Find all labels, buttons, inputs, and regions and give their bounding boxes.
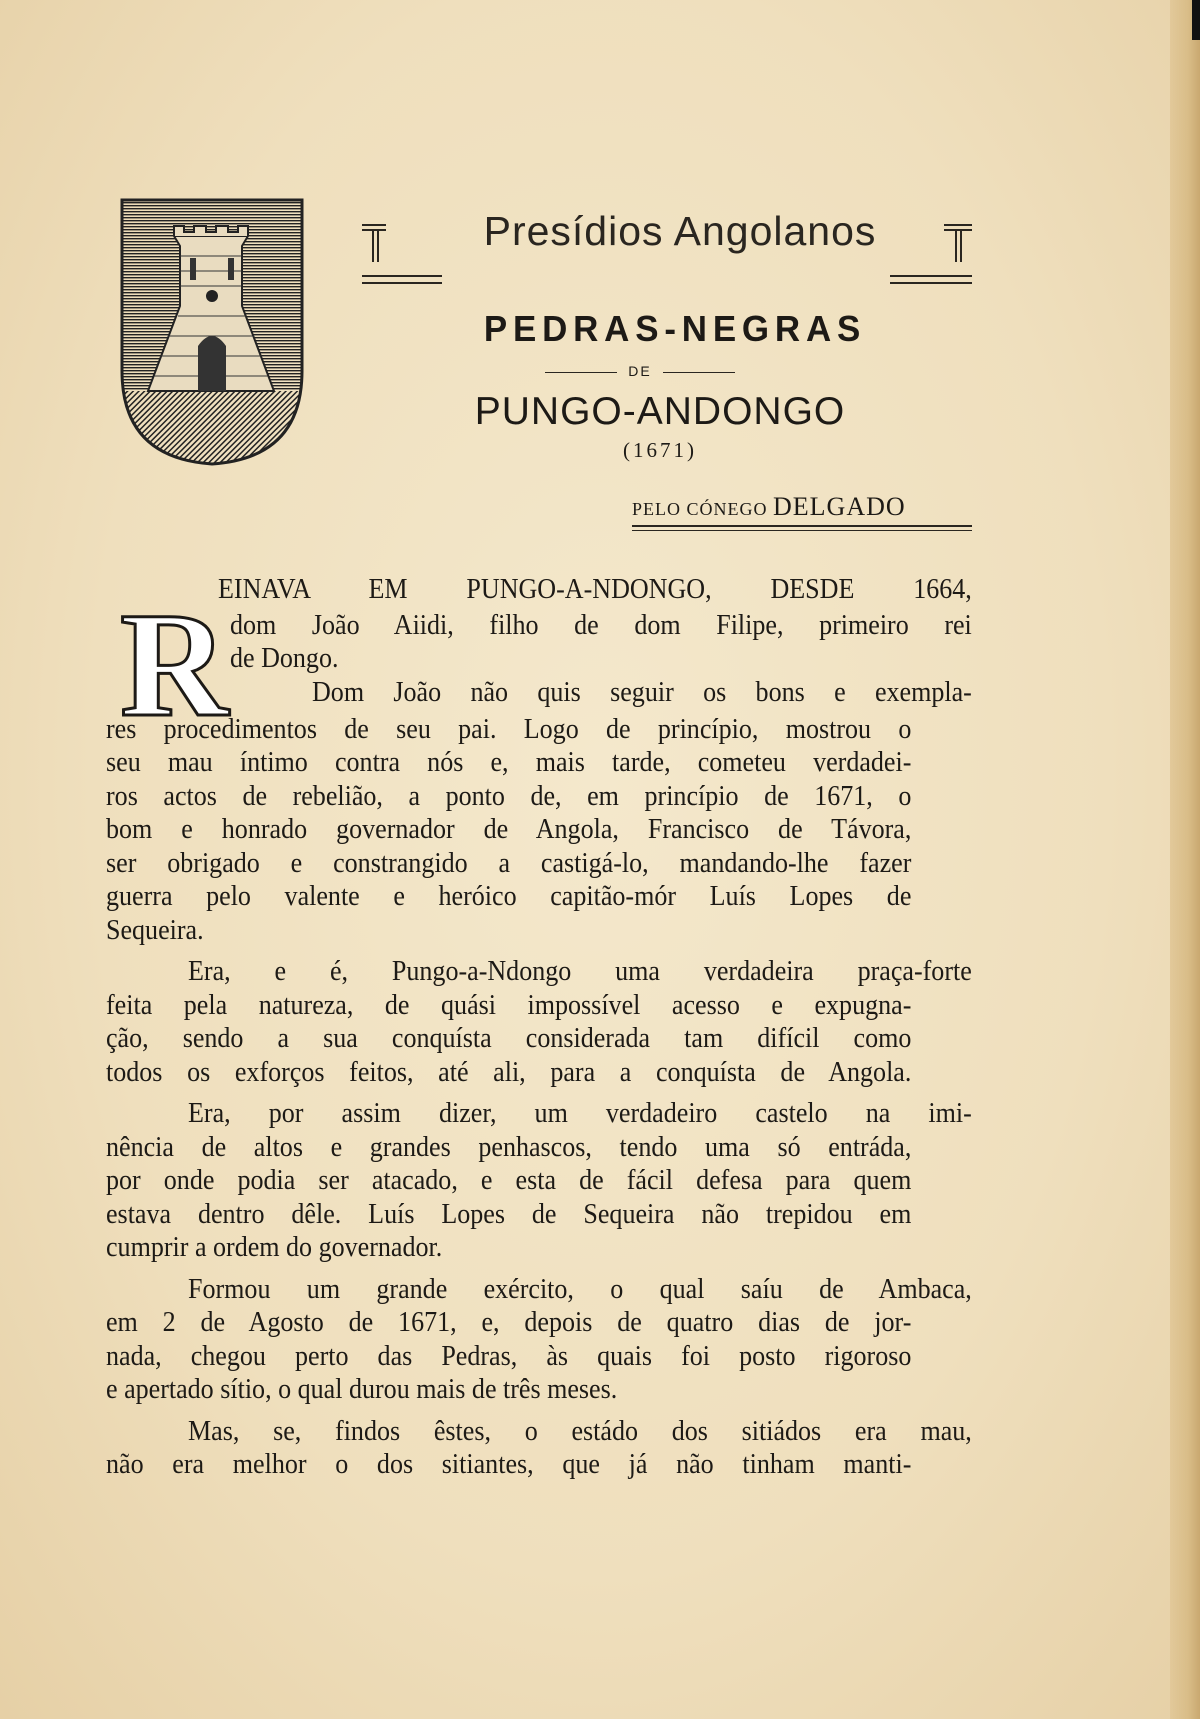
text-line: bom e honrado governador de Angola, Francisco de Távora, — [106, 814, 912, 845]
text-line: em 2 de Agosto de 1671, e, depois de quatro dias de jor- — [106, 1307, 912, 1338]
ornament-rule — [362, 224, 386, 226]
byline-rule — [632, 525, 972, 527]
connector-rule — [663, 372, 735, 373]
text-line: dom João Aiidi, filho de dom Filipe, primeiro rei — [230, 609, 972, 641]
text-line: por onde podia ser atacado, e esta de fácil defesa para quem — [106, 1165, 912, 1196]
ornament-rule — [890, 275, 972, 277]
text-line: cumprir a ordem do governador. — [106, 1232, 443, 1263]
text-line: Mas, se, findos êstes, o estádo dos sitiádos era mau, — [188, 1415, 972, 1447]
text-line: não era melhor o dos sitiantes, que já não tinham manti- — [106, 1449, 912, 1480]
connector-word: DE — [628, 363, 652, 379]
text-line: e apertado sítio, o qual durou mais de três meses. — [106, 1374, 618, 1405]
drop-cap: R — [120, 582, 229, 748]
ornament-bar — [960, 230, 962, 262]
text-line: res procedimentos de seu pai. Logo de princípio, mostrou o — [106, 713, 912, 745]
text-line: ros actos de rebelião, a ponto de, em princípio de 1671, o — [106, 780, 912, 812]
ornament-rule — [362, 229, 386, 231]
text-line: nada, chegou perto das Pedras, às quais foi posto rigoroso — [106, 1340, 912, 1372]
ornament-bar — [377, 230, 379, 262]
title-line-1: PEDRAS-NEGRAS — [483, 308, 867, 349]
byline-rule — [632, 530, 972, 531]
text-line: EINAVA EM PUNGO-A-NDONGO, DESDE 1664, — [218, 574, 972, 605]
ornament-bar — [955, 230, 957, 262]
ornament-rule — [362, 275, 442, 277]
text-line: Formou um grande exército, o qual saíu de Ambaca, — [188, 1273, 972, 1305]
text-line: seu mau íntimo contra nós e, mais tarde, cometeu verdadei- — [106, 747, 912, 778]
author-name: DELGADO — [773, 492, 906, 521]
series-title: Presídios Angolanos — [483, 208, 877, 254]
text-line: guerra pelo valente e heróico capitão-mór Luís Lopes de — [106, 881, 912, 912]
text-line: feita pela natureza, de quási impossível acesso e expugna- — [106, 989, 912, 1021]
text-line: Era, e é, Pungo-a-Ndongo uma verdadeira praça-forte — [188, 956, 972, 987]
ornament-rule — [890, 282, 972, 284]
coat-of-arms-tower-image — [118, 196, 306, 466]
text-line: Era, por assim dizer, um verdadeiro castelo na imi- — [188, 1098, 972, 1129]
page-edge — [1170, 0, 1200, 1719]
text-line: estava dentro dêle. Luís Lopes de Sequeira não trepidou em — [106, 1198, 912, 1230]
byline — [632, 492, 972, 522]
title-line-2: PUNGO-ANDONGO — [474, 390, 846, 433]
scan-corner — [1192, 0, 1200, 40]
text-line: Sequeira. — [106, 914, 204, 946]
text-line: ser obrigado e constrangido a castigá-lo, mandando-lhe fazer — [106, 847, 912, 879]
text-line: de Dongo. — [230, 643, 339, 674]
connector-rule — [545, 372, 617, 373]
text-line: todos os exforços feitos, até ali, para a conquísta de Angola. — [106, 1056, 912, 1088]
byline-prefix: PELO CÓNEGO — [632, 499, 768, 519]
text-line: nência de altos e grandes penhascos, tendo uma só entráda, — [106, 1131, 912, 1163]
year: (1671) — [623, 438, 697, 462]
text-line: Dom João não quis seguir os bons e exempla- — [312, 676, 972, 708]
ornament-rule — [362, 282, 442, 284]
ornament-bar — [372, 230, 374, 262]
text-line: ção, sendo a sua conquísta considerada tam difícil como — [106, 1023, 912, 1054]
